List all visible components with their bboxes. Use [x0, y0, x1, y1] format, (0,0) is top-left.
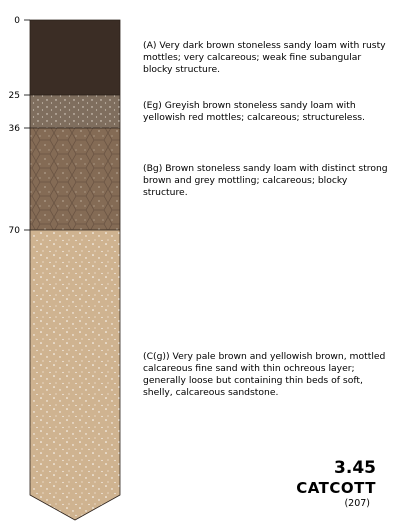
soil-series-number: (207) [344, 498, 370, 509]
horizon-description-cg: (C(g)) Very pale brown and yellowish brown, mottled calcareous fine sand with thin ochreous layer; generally loose but containing thin beds of soft, shelly, calcareous sandstone. [143, 351, 386, 398]
soil-series-name: CATCOTT [296, 479, 376, 497]
horizon-description-eg: (Eg) Greyish brown stoneless sandy loam with yellowish red mottles; calcareous; structureless. [143, 100, 365, 123]
horizon-eg-texture [30, 95, 120, 128]
horizon-description-a: (A) Very dark brown stoneless sandy loam with rusty mottles; very calcareous; weak fine subangular blocky structure. [143, 40, 386, 75]
horizon-bg-texture [30, 128, 120, 230]
depth-label: 0 [14, 16, 20, 26]
soil-map-code: 3.45 [334, 458, 376, 478]
depth-label: 36 [8, 124, 20, 134]
horizon-a [30, 20, 120, 95]
horizon-cg-texture [30, 230, 120, 520]
depth-label: 70 [8, 226, 20, 236]
depth-label: 25 [8, 91, 20, 101]
horizon-description-bg: (Bg) Brown stoneless sandy loam with distinct strong brown and grey mottling; calcareous; blocky structure. [143, 163, 388, 198]
